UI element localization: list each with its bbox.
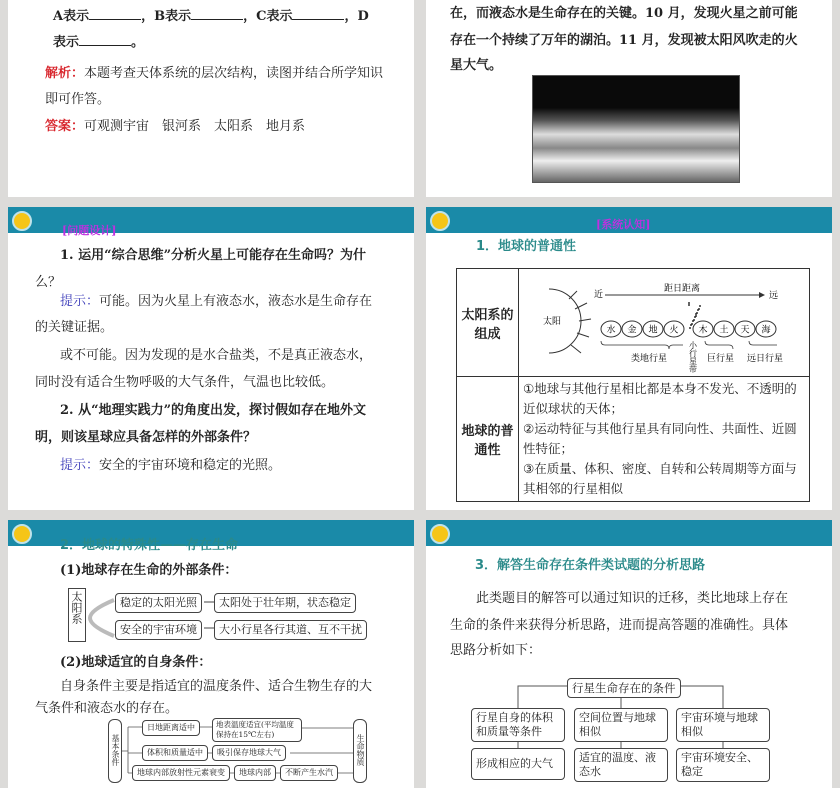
analysis [45,65,383,83]
mars-surface-photo [532,75,740,183]
giant-planets-label: 巨行星 [707,354,735,364]
blank-a [89,8,141,20]
question-2-cont: 明，则该星球应具备怎样的外部条件？ [35,430,257,445]
planet-label: 水 [606,325,616,336]
slide-2 [426,0,832,197]
flow-radioactive: 地球内部放射性元素衰变 [132,765,230,781]
paragraph-line: 存在一个持续了万年的湖泊。11 月，发现被太阳风吹走的火 [450,33,798,48]
section-heading: 3．解答生命存在条件类试题的分析思路 [475,558,706,573]
flow-volume-mass: 体积和质量适中 [142,745,208,761]
leaf-node-2: 适宜的温度、液态水 [574,748,668,782]
planet-label: 木 [698,325,708,336]
asteroid-dot [696,312,698,314]
asteroid-dot [698,308,700,310]
hint-label: 提示： [60,458,100,473]
blank-b [191,8,243,20]
condition-detail-orbits: 大小行星各行其道、互不干扰 [214,620,367,640]
label-d: ，D [344,9,369,24]
planet-label: 海 [761,325,771,336]
planet-label: 金 [627,325,637,336]
analysis-label: 解析： [45,66,85,81]
planet-label: 地 [648,325,658,336]
subheading-external: (1)地球存在生命的外部条件： [60,563,238,578]
asteroid-dot [695,315,697,317]
near-label: 近 [594,290,604,300]
analysis-text: 本题考查天体系统的层次结构，读图并结合所学知识 [84,66,384,81]
terrestrial-planets-label: 类地行星 [631,354,668,364]
section-tag: [问题设计] [62,224,117,237]
paragraph-line: 此类题目的解答可以通过知识的迁移，类比地球上存在 [476,591,789,606]
asteroid-dot [689,327,691,329]
row-label-solar-system: 太阳系的组成 [457,269,519,377]
planet-label: 天 [740,325,750,336]
leaf-node-3: 宇宙环境安全、稳定 [676,748,770,782]
paragraph-line: 思路分析如下： [450,643,542,658]
section-heading: 2．地球的特殊性——存在生命 [60,538,239,553]
blank-d [79,34,131,46]
far-label: 远 [769,291,779,301]
paragraph: 自身条件主要是指适宜的温度条件、适合生物生存的大 [60,679,373,694]
section-tag: [系统认知] [596,218,651,231]
solar-system-box: 太阳系 [68,588,86,642]
mid-node-3: 宇宙环境与地球相似 [676,708,770,742]
point-3: ③在质量、体积、密度、自转和公转周期等方面与其相邻的行星相似 [523,461,797,496]
blank-c [292,8,344,20]
leaf-node-1: 形成相应的大气 [471,748,565,780]
flow-atmosphere: 吸引保存地球大气 [212,745,286,761]
commonality-points [519,377,810,502]
answer-text: 可观测宇宙 银河系 太阳系 地月系 [84,119,306,134]
alternative-text: 或不可能。因为发现的是水合盐类，不是真正液态水， [60,348,373,363]
condition-detail-sun: 太阳处于壮年期，状态稳定 [214,593,356,613]
slide-1 [8,0,414,197]
label-c: ，C表示 [243,9,293,24]
point-2: ②运动特征与其他行星具有同向性、共面性、近圆性特征； [523,421,797,456]
question-1-cont: 么？ [35,275,62,290]
asteroid-dot [688,304,690,306]
hint-1 [60,293,372,311]
analysis-text-2: 即可作答。 [45,92,111,107]
hint-text: 安全的宇宙环境和稳定的光照。 [99,458,282,473]
sun-logo-icon [430,211,450,231]
ice-giants-label: 远日行星 [747,354,784,364]
flow-temperature: 地表温度适宜(平均温度保持在15℃左右) [212,718,302,742]
sun-label: 太阳 [543,317,562,327]
asteroid-belt-label: 小行星带 [688,341,698,373]
hint-text-cont: 的关键证据。 [35,320,114,335]
question-2: 2. 从“地理实践力”的角度出发，探讨假如存在地外文 [60,403,367,418]
hint-text: 可能。因为火星上有液态水，液态水是生命存在 [99,294,373,309]
fill-blank-line-1 [53,8,369,26]
paragraph-cont: 气条件和液态水的存在。 [35,701,179,716]
fill-blank-line-2 [53,34,144,52]
row-label-commonality: 地球的普通性 [457,377,519,502]
answer-label: 答案： [45,119,85,134]
slide-3 [8,207,414,510]
question-1: 1. 运用“综合思维”分析火星上可能存在生命吗？为什 [60,248,367,263]
label-b: ，B表示 [141,9,192,24]
period: 。 [131,35,145,50]
planet-label: 火 [669,325,679,336]
slide-4 [426,207,832,510]
condition-stable-sunlight: 稳定的太阳光照 [115,593,202,613]
slide-6 [426,520,832,788]
planet-label: 土 [719,325,729,336]
paragraph-line: 生命的条件来获得分析思路，进而提高答题的准确性。具体 [450,618,789,633]
flow-water-vapor: 不断产生水汽 [280,765,338,781]
answer [45,118,305,136]
basic-conditions-box: 基本条件 [108,719,122,783]
hint-label: 提示： [60,294,100,309]
section-heading: 1．地球的普通性 [476,239,577,254]
alternative-text-cont: 同时没有适合生物呼吸的大气条件，气温也比较低。 [35,375,335,390]
sun-logo-icon [12,211,32,231]
paragraph-line: 星大气。 [450,58,503,73]
paragraph-line: 在，而液态水是生命存在的关键。10 月，发现火星之前可能 [450,6,798,21]
condition-safe-universe: 安全的宇宙环境 [115,620,202,640]
earth-commonality-table [456,268,810,502]
label-d-text: 表示 [53,35,80,50]
distance-axis-label: 距日距离 [664,284,701,294]
mid-node-2: 空间位置与地球相似 [574,708,668,742]
slide-5 [8,520,414,788]
asteroid-dot [688,302,690,304]
asteroid-dot [693,319,695,321]
flow-distance: 日地距离适中 [142,720,200,736]
asteroid-dot [699,305,701,307]
asteroid-dot [691,323,693,325]
point-1: ①地球与其他行星相比都是本身不发光、不透明的近似球状的天体； [523,381,797,416]
mid-node-1: 行星自身的体积和质量等条件 [471,708,565,742]
solar-system-diagram [519,269,810,377]
subheading-internal: (2)地球适宜的自身条件： [60,655,212,670]
flow-earth-interior: 地球内部 [234,765,276,781]
root-node: 行星生命存在的条件 [567,678,681,698]
life-matter-box: 生命物质 [353,719,367,783]
label-a: A表示 [53,9,90,24]
hint-2 [60,457,281,475]
